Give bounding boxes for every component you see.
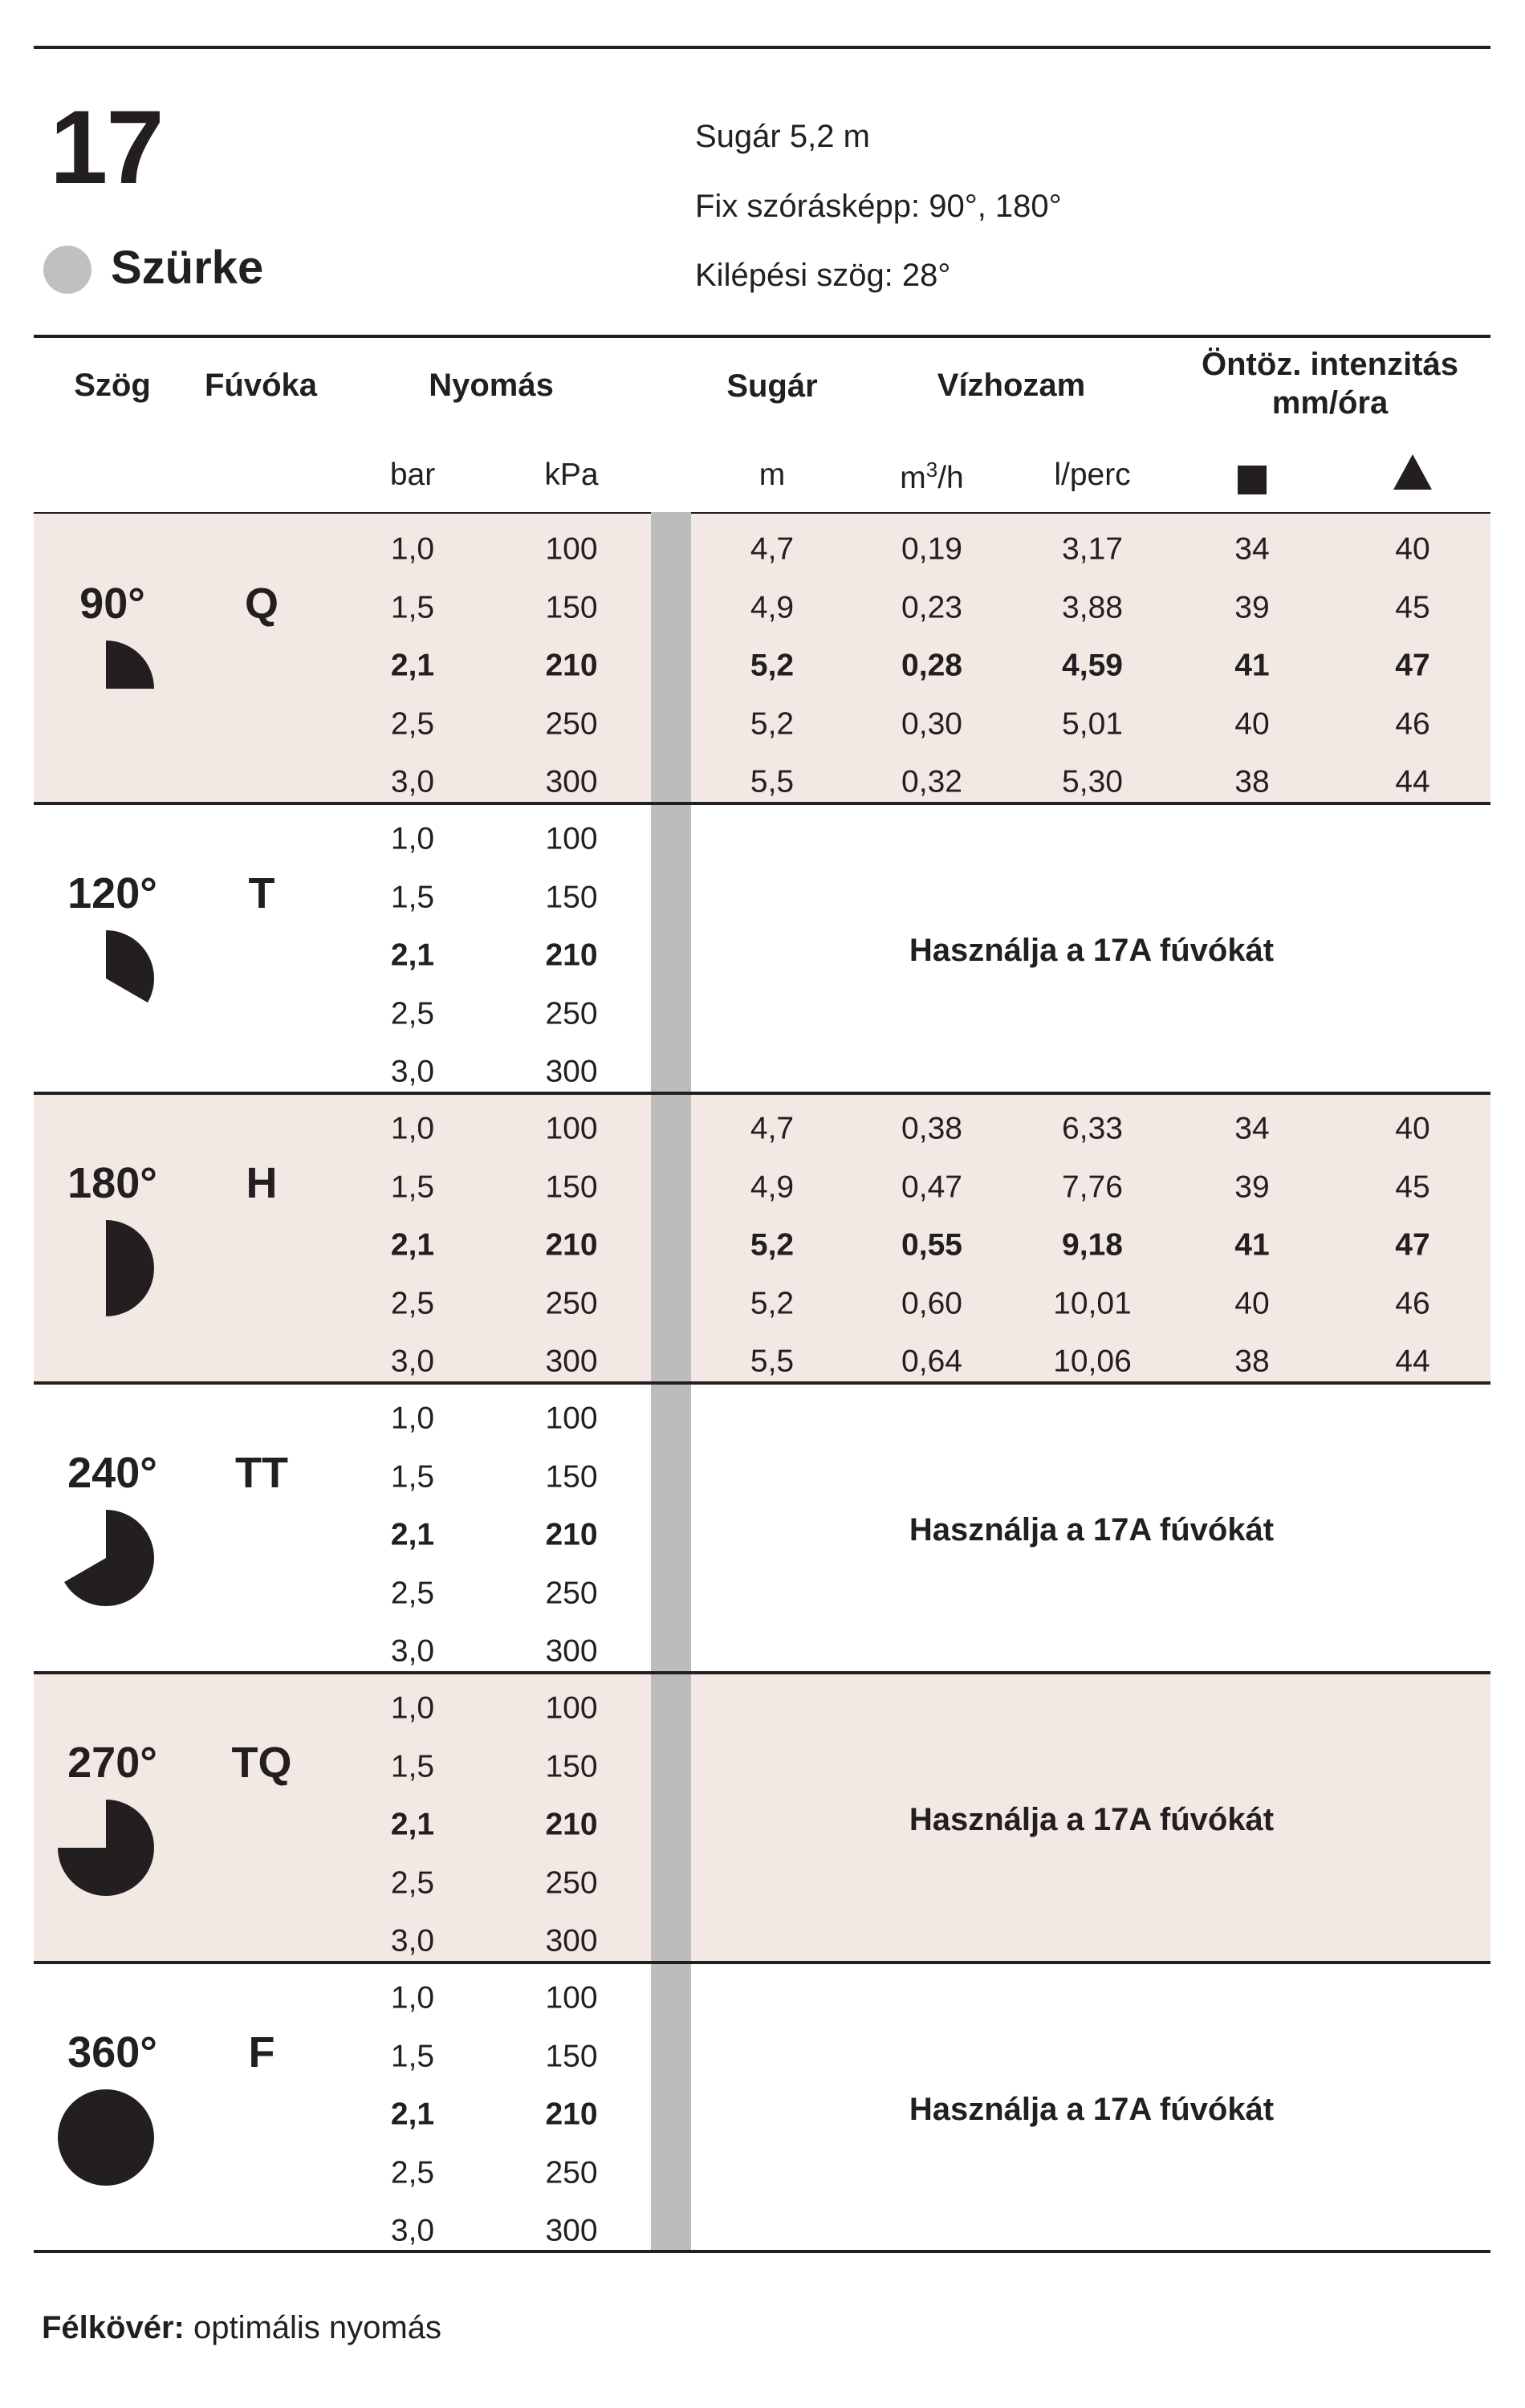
nozzle-label: T [248, 869, 275, 917]
header-rule [34, 335, 1490, 338]
cell-bar: 2,1 [390, 2097, 435, 2132]
cell-kpa: 300 [545, 1923, 598, 1959]
col-header-angle: Szög [74, 368, 151, 403]
cell-m: 5,2 [750, 1227, 795, 1263]
cell-sq: 41 [1234, 1227, 1270, 1263]
cell-bar: 1,0 [390, 1980, 435, 2015]
cell-m3h: 0,60 [901, 1286, 962, 1320]
cell-kpa: 250 [545, 1286, 598, 1320]
model-number: 17 [50, 88, 163, 205]
cell-bar: 2,1 [390, 1807, 435, 1842]
cell-kpa: 210 [545, 1227, 598, 1263]
cell-lperc: 4,59 [1062, 648, 1123, 683]
cell-bar: 3,0 [390, 2213, 435, 2248]
cell-bar: 1,5 [390, 590, 435, 624]
cell-bar: 2,5 [390, 1576, 435, 1610]
arc-angle-label: 240° [67, 1449, 157, 1497]
cell-tri: 46 [1395, 706, 1430, 741]
cell-kpa: 210 [545, 938, 598, 973]
cell-kpa: 100 [545, 1111, 598, 1146]
cell-sq: 40 [1234, 1286, 1270, 1320]
unit-kpa: kPa [544, 458, 599, 492]
cell-bar: 2,1 [390, 1517, 435, 1552]
unit-lperc: l/perc [1054, 458, 1131, 492]
cell-bar: 1,5 [390, 1749, 435, 1784]
cell-kpa: 250 [545, 2155, 598, 2190]
cell-kpa: 250 [545, 1865, 598, 1900]
cell-bar: 3,0 [390, 764, 435, 799]
cell-m3h: 0,23 [901, 590, 962, 624]
arc-angle-label: 120° [67, 869, 157, 917]
cell-lperc: 10,01 [1053, 1286, 1132, 1320]
cell-tri: 47 [1395, 1227, 1430, 1263]
cell-bar: 3,0 [390, 1344, 435, 1379]
spec-trajectory: Kilépési szög: 28° [695, 258, 951, 293]
footer-bold-label: Félkövér: [42, 2310, 185, 2345]
cell-bar: 2,5 [390, 706, 435, 741]
triangle-spacing-icon [1393, 454, 1432, 495]
cell-kpa: 100 [545, 1690, 598, 1726]
cell-m: 4,9 [750, 590, 795, 624]
cell-m3h: 0,32 [901, 764, 962, 799]
cell-lperc: 9,18 [1062, 1227, 1123, 1263]
cell-kpa: 100 [545, 821, 598, 856]
color-dot-icon [43, 246, 92, 294]
cell-m: 5,2 [750, 706, 795, 741]
cell-m: 5,5 [750, 1344, 795, 1379]
cell-kpa: 300 [545, 1344, 598, 1379]
use-17a-note: Használja a 17A fúvókát [909, 2092, 1275, 2127]
col-header-radius: Sugár [726, 368, 818, 404]
footer-text: optimális nyomás [184, 2310, 441, 2345]
top-rule [34, 46, 1490, 49]
cell-kpa: 300 [545, 1054, 598, 1089]
use-17a-note: Használja a 17A fúvókát [909, 933, 1275, 968]
cell-m3h: 0,55 [901, 1227, 962, 1263]
cell-kpa: 250 [545, 996, 598, 1031]
cell-kpa: 100 [545, 1980, 598, 2015]
col-header-precip [1202, 345, 1458, 422]
cell-sq: 40 [1234, 706, 1270, 741]
arc-pattern-icon [56, 929, 156, 1032]
arc-angle-label: 360° [67, 2028, 157, 2076]
table-bottom-rule [34, 2250, 1490, 2253]
cell-bar: 1,5 [390, 880, 435, 914]
cell-kpa: 300 [545, 764, 598, 799]
unit-bar: bar [389, 458, 436, 492]
nozzle-label: TQ [231, 1739, 292, 1787]
arc-pattern-icon [56, 1218, 156, 1322]
spec-pattern: Fix szórásképp: 90°, 180° [695, 189, 1062, 224]
cell-bar: 3,0 [390, 1054, 435, 1089]
cell-tri: 44 [1395, 764, 1430, 799]
cell-bar: 1,0 [390, 531, 435, 567]
cell-kpa: 150 [545, 880, 598, 914]
cell-sq: 38 [1234, 764, 1270, 799]
cell-tri: 44 [1395, 1344, 1430, 1379]
cell-bar: 2,1 [390, 1227, 435, 1263]
cell-m3h: 0,19 [901, 531, 962, 567]
cell-kpa: 150 [545, 1169, 598, 1204]
group-rule [34, 1671, 1490, 1674]
cell-bar: 1,0 [390, 821, 435, 856]
cell-kpa: 150 [545, 2039, 598, 2073]
arc-pattern-icon [56, 639, 156, 742]
group-rule [34, 1381, 1490, 1385]
cell-sq: 39 [1234, 1169, 1270, 1204]
cell-bar: 1,0 [390, 1111, 435, 1146]
cell-bar: 2,5 [390, 996, 435, 1031]
cell-m3h: 0,30 [901, 706, 962, 741]
col-header-flow: Vízhozam [937, 368, 1086, 403]
cell-bar: 1,5 [390, 1459, 435, 1494]
cell-tri: 40 [1395, 531, 1430, 567]
cell-bar: 1,5 [390, 1169, 435, 1204]
cell-tri: 40 [1395, 1111, 1430, 1146]
cell-bar: 3,0 [390, 1923, 435, 1959]
nozzle-label: Q [244, 580, 279, 628]
cell-m: 5,2 [750, 648, 795, 683]
cell-sq: 34 [1234, 531, 1270, 567]
footer-legend [42, 2310, 441, 2346]
cell-kpa: 150 [545, 1749, 598, 1784]
cell-m: 5,2 [750, 1286, 795, 1320]
cell-lperc: 3,88 [1062, 590, 1123, 624]
arc-pattern-icon [56, 2088, 156, 2191]
col-header-pressure: Nyomás [429, 368, 554, 403]
nozzle-label: F [248, 2028, 275, 2076]
col-header-nozzle: Fúvóka [204, 368, 318, 403]
arc-angle-label: 270° [67, 1739, 157, 1787]
cell-kpa: 150 [545, 1459, 598, 1494]
cell-kpa: 250 [545, 706, 598, 741]
group-rule [34, 802, 1490, 805]
color-name: Szürke [111, 242, 264, 294]
cell-m: 4,7 [750, 1111, 795, 1146]
nozzle-label: H [246, 1159, 278, 1207]
cell-kpa: 300 [545, 2213, 598, 2248]
cell-kpa: 210 [545, 1517, 598, 1552]
cell-bar: 2,1 [390, 648, 435, 683]
cell-m: 4,7 [750, 531, 795, 567]
square-spacing-icon [1238, 466, 1267, 500]
cell-kpa: 300 [545, 1633, 598, 1669]
unit-m3h: $m^3/h$ [900, 458, 964, 495]
cell-m3h: 0,64 [901, 1344, 962, 1379]
cell-lperc: 3,17 [1062, 531, 1123, 567]
unit-m: m [758, 458, 786, 492]
cell-bar: 1,5 [390, 2039, 435, 2073]
col-header-precip-line2: mm/óra [1271, 385, 1389, 421]
cell-kpa: 100 [545, 1401, 598, 1436]
cell-tri: 47 [1395, 648, 1430, 683]
spec-radius: Sugár 5,2 m [695, 119, 870, 154]
cell-m3h: 0,38 [901, 1111, 962, 1146]
cell-kpa: 250 [545, 1576, 598, 1610]
cell-lperc: 10,06 [1053, 1344, 1132, 1379]
cell-tri: 45 [1395, 1169, 1430, 1204]
cell-kpa: 210 [545, 648, 598, 683]
cell-kpa: 100 [545, 531, 598, 567]
cell-lperc: 7,76 [1062, 1169, 1123, 1204]
cell-kpa: 210 [545, 1807, 598, 1842]
cell-bar: 2,5 [390, 1865, 435, 1900]
cell-kpa: 210 [545, 2097, 598, 2132]
cell-m: 5,5 [750, 764, 795, 799]
arc-angle-label: 90° [79, 580, 145, 628]
cell-m3h: 0,47 [901, 1169, 962, 1204]
cell-sq: 38 [1234, 1344, 1270, 1379]
group-rule [34, 1961, 1490, 1964]
cell-sq: 41 [1234, 648, 1270, 683]
arc-pattern-icon [56, 1508, 156, 1612]
use-17a-note: Használja a 17A fúvókát [909, 1802, 1275, 1837]
group-rule [34, 1092, 1490, 1095]
cell-m3h: 0,28 [901, 648, 962, 683]
cell-kpa: 150 [545, 590, 598, 624]
cell-bar: 2,5 [390, 1286, 435, 1320]
cell-bar: 1,0 [390, 1690, 435, 1726]
cell-tri: 46 [1395, 1286, 1430, 1320]
use-17a-note: Használja a 17A fúvókát [909, 1512, 1275, 1548]
cell-sq: 34 [1234, 1111, 1270, 1146]
cell-sq: 39 [1234, 590, 1270, 624]
cell-lperc: 6,33 [1062, 1111, 1123, 1146]
cell-bar: 2,5 [390, 2155, 435, 2190]
cell-bar: 1,0 [390, 1401, 435, 1436]
cell-lperc: 5,01 [1062, 706, 1123, 741]
cell-lperc: 5,30 [1062, 764, 1123, 799]
nozzle-label: TT [235, 1449, 288, 1497]
cell-bar: 2,1 [390, 938, 435, 973]
col-header-precip-line1: Öntöz. intenzitás [1202, 347, 1458, 382]
arc-pattern-icon [56, 1798, 156, 1902]
cell-bar: 3,0 [390, 1633, 435, 1669]
cell-m: 4,9 [750, 1169, 795, 1204]
arc-angle-label: 180° [67, 1159, 157, 1207]
cell-tri: 45 [1395, 590, 1430, 624]
